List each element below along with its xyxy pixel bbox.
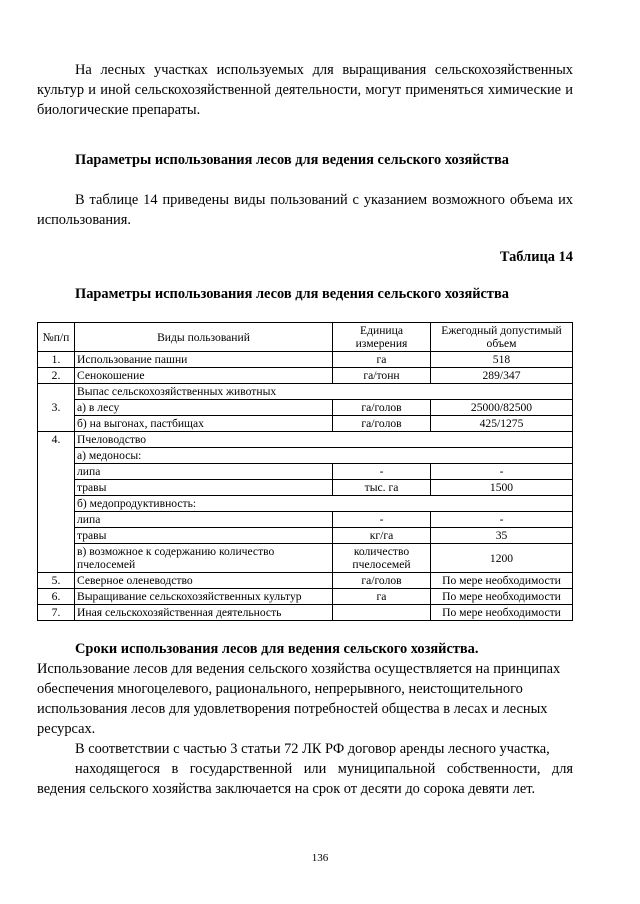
cell-unit: тыс. га	[333, 480, 431, 496]
table-row	[38, 464, 573, 480]
cell-unit: га	[333, 589, 431, 605]
cell-unit: га/голов	[333, 400, 431, 416]
cell-num: 2.	[38, 368, 75, 384]
intro-paragraph: На лесных участках используемых для выращивания сельскохозяйственных культур и иной сельскохозяйственной деятельности, могут применяться химические и биологические препараты.	[37, 62, 573, 118]
header-volume: Ежегодный допустимый объем	[431, 323, 573, 352]
table-row	[38, 384, 573, 400]
cell-unit: -	[333, 464, 431, 480]
cell-unit: га	[333, 352, 431, 368]
cell-kind: б) на выгонах, пастбищах	[75, 416, 333, 432]
terms-paragraph-1: Использование лесов для ведения сельского хозяйства осуществляется на принципах обеспечения многоцелевого, рационального, непрерывного, неистощительного использования лесов для удовлетворения потребностей общества в лесах и лесных ресурсах.	[37, 661, 561, 737]
table-row	[38, 448, 573, 464]
table-row	[38, 432, 573, 448]
cell-kind: Северное оленеводство	[75, 573, 333, 589]
cell-kind: Выращивание сельскохозяйственных культур	[75, 589, 333, 605]
cell-unit: количество пчелосемей	[333, 544, 431, 573]
cell-kind: а) в лесу	[75, 400, 333, 416]
cell-volume: 518	[431, 352, 573, 368]
cell-volume: По мере необходимости	[431, 605, 573, 621]
cell-kind: липа	[75, 464, 333, 480]
table-row	[38, 352, 573, 368]
cell-kind: травы	[75, 528, 333, 544]
cell-num: 5.	[38, 573, 75, 589]
cell-kind: Использование пашни	[75, 352, 333, 368]
cell-kind: липа	[75, 512, 333, 528]
cell-volume: По мере необходимости	[431, 589, 573, 605]
cell-unit: га/голов	[333, 416, 431, 432]
cell-volume: 425/1275	[431, 416, 573, 432]
cell-kind: Иная сельскохозяйственная деятельность	[75, 605, 333, 621]
header-kind: Виды пользований	[75, 323, 333, 352]
cell-num: 7.	[38, 605, 75, 621]
cell-volume: 1200	[431, 544, 573, 573]
cell-unit: га/голов	[333, 573, 431, 589]
terms-paragraph-2: В соответствии с частью 3 статьи 72 ЛК РФ договор аренды лесного участка,	[75, 741, 550, 757]
table-row	[38, 528, 573, 544]
table-row	[38, 400, 573, 416]
table-row	[38, 496, 573, 512]
cell-unit: -	[333, 512, 431, 528]
cell-num: 6.	[38, 589, 75, 605]
cell-volume: 35	[431, 528, 573, 544]
header-unit: Единица измерения	[333, 323, 431, 352]
table-row	[38, 416, 573, 432]
table-row	[38, 605, 573, 621]
cell-kind: в) возможное к содержанию количество пчелосемей	[75, 544, 333, 573]
cell-unit	[333, 605, 431, 621]
cell-num: 1.	[38, 352, 75, 368]
table-intro-paragraph: В таблице 14 приведены виды пользований с указанием возможного объема их использования.	[37, 192, 573, 228]
table-row	[38, 589, 573, 605]
cell-kind: травы	[75, 480, 333, 496]
table-row	[38, 480, 573, 496]
cell-kind: Пчеловодство	[75, 432, 573, 448]
cell-kind: Сенокошение	[75, 368, 333, 384]
cell-volume: 289/347	[431, 368, 573, 384]
table-label: Таблица 14	[499, 249, 573, 265]
table-row	[38, 573, 573, 589]
cell-unit: кг/га	[333, 528, 431, 544]
section-heading-parameters: Параметры использования лесов для ведения сельского хозяйства	[75, 152, 509, 168]
usage-parameters-table	[37, 322, 573, 621]
cell-kind: Выпас сельскохозяйственных животных	[75, 384, 573, 400]
header-num: №п/п	[38, 323, 75, 352]
page-number: 136	[311, 852, 329, 864]
section-heading-terms: Сроки использования лесов для ведения сельского хозяйства.	[75, 641, 479, 657]
cell-volume: 25000/82500	[431, 400, 573, 416]
table-header-row	[38, 323, 573, 352]
cell-volume: -	[431, 512, 573, 528]
cell-kind: а) медоносы:	[75, 448, 573, 464]
cell-num: 3.	[38, 384, 75, 432]
cell-volume: -	[431, 464, 573, 480]
table-title: Параметры использования лесов для ведения сельского хозяйства	[75, 286, 509, 302]
cell-volume: По мере необходимости	[431, 573, 573, 589]
cell-unit: га/тонн	[333, 368, 431, 384]
table-row	[38, 368, 573, 384]
table-row	[38, 544, 573, 573]
cell-num: 4.	[38, 432, 75, 573]
cell-kind: б) медопродуктивность:	[75, 496, 573, 512]
document-page	[37, 60, 573, 799]
table-row	[38, 512, 573, 528]
cell-volume: 1500	[431, 480, 573, 496]
terms-paragraph-3: находящегося в государственной или муниципальной собственности, для ведения сельского хозяйства заключается на срок от десяти до сорока девяти лет.	[37, 761, 573, 797]
